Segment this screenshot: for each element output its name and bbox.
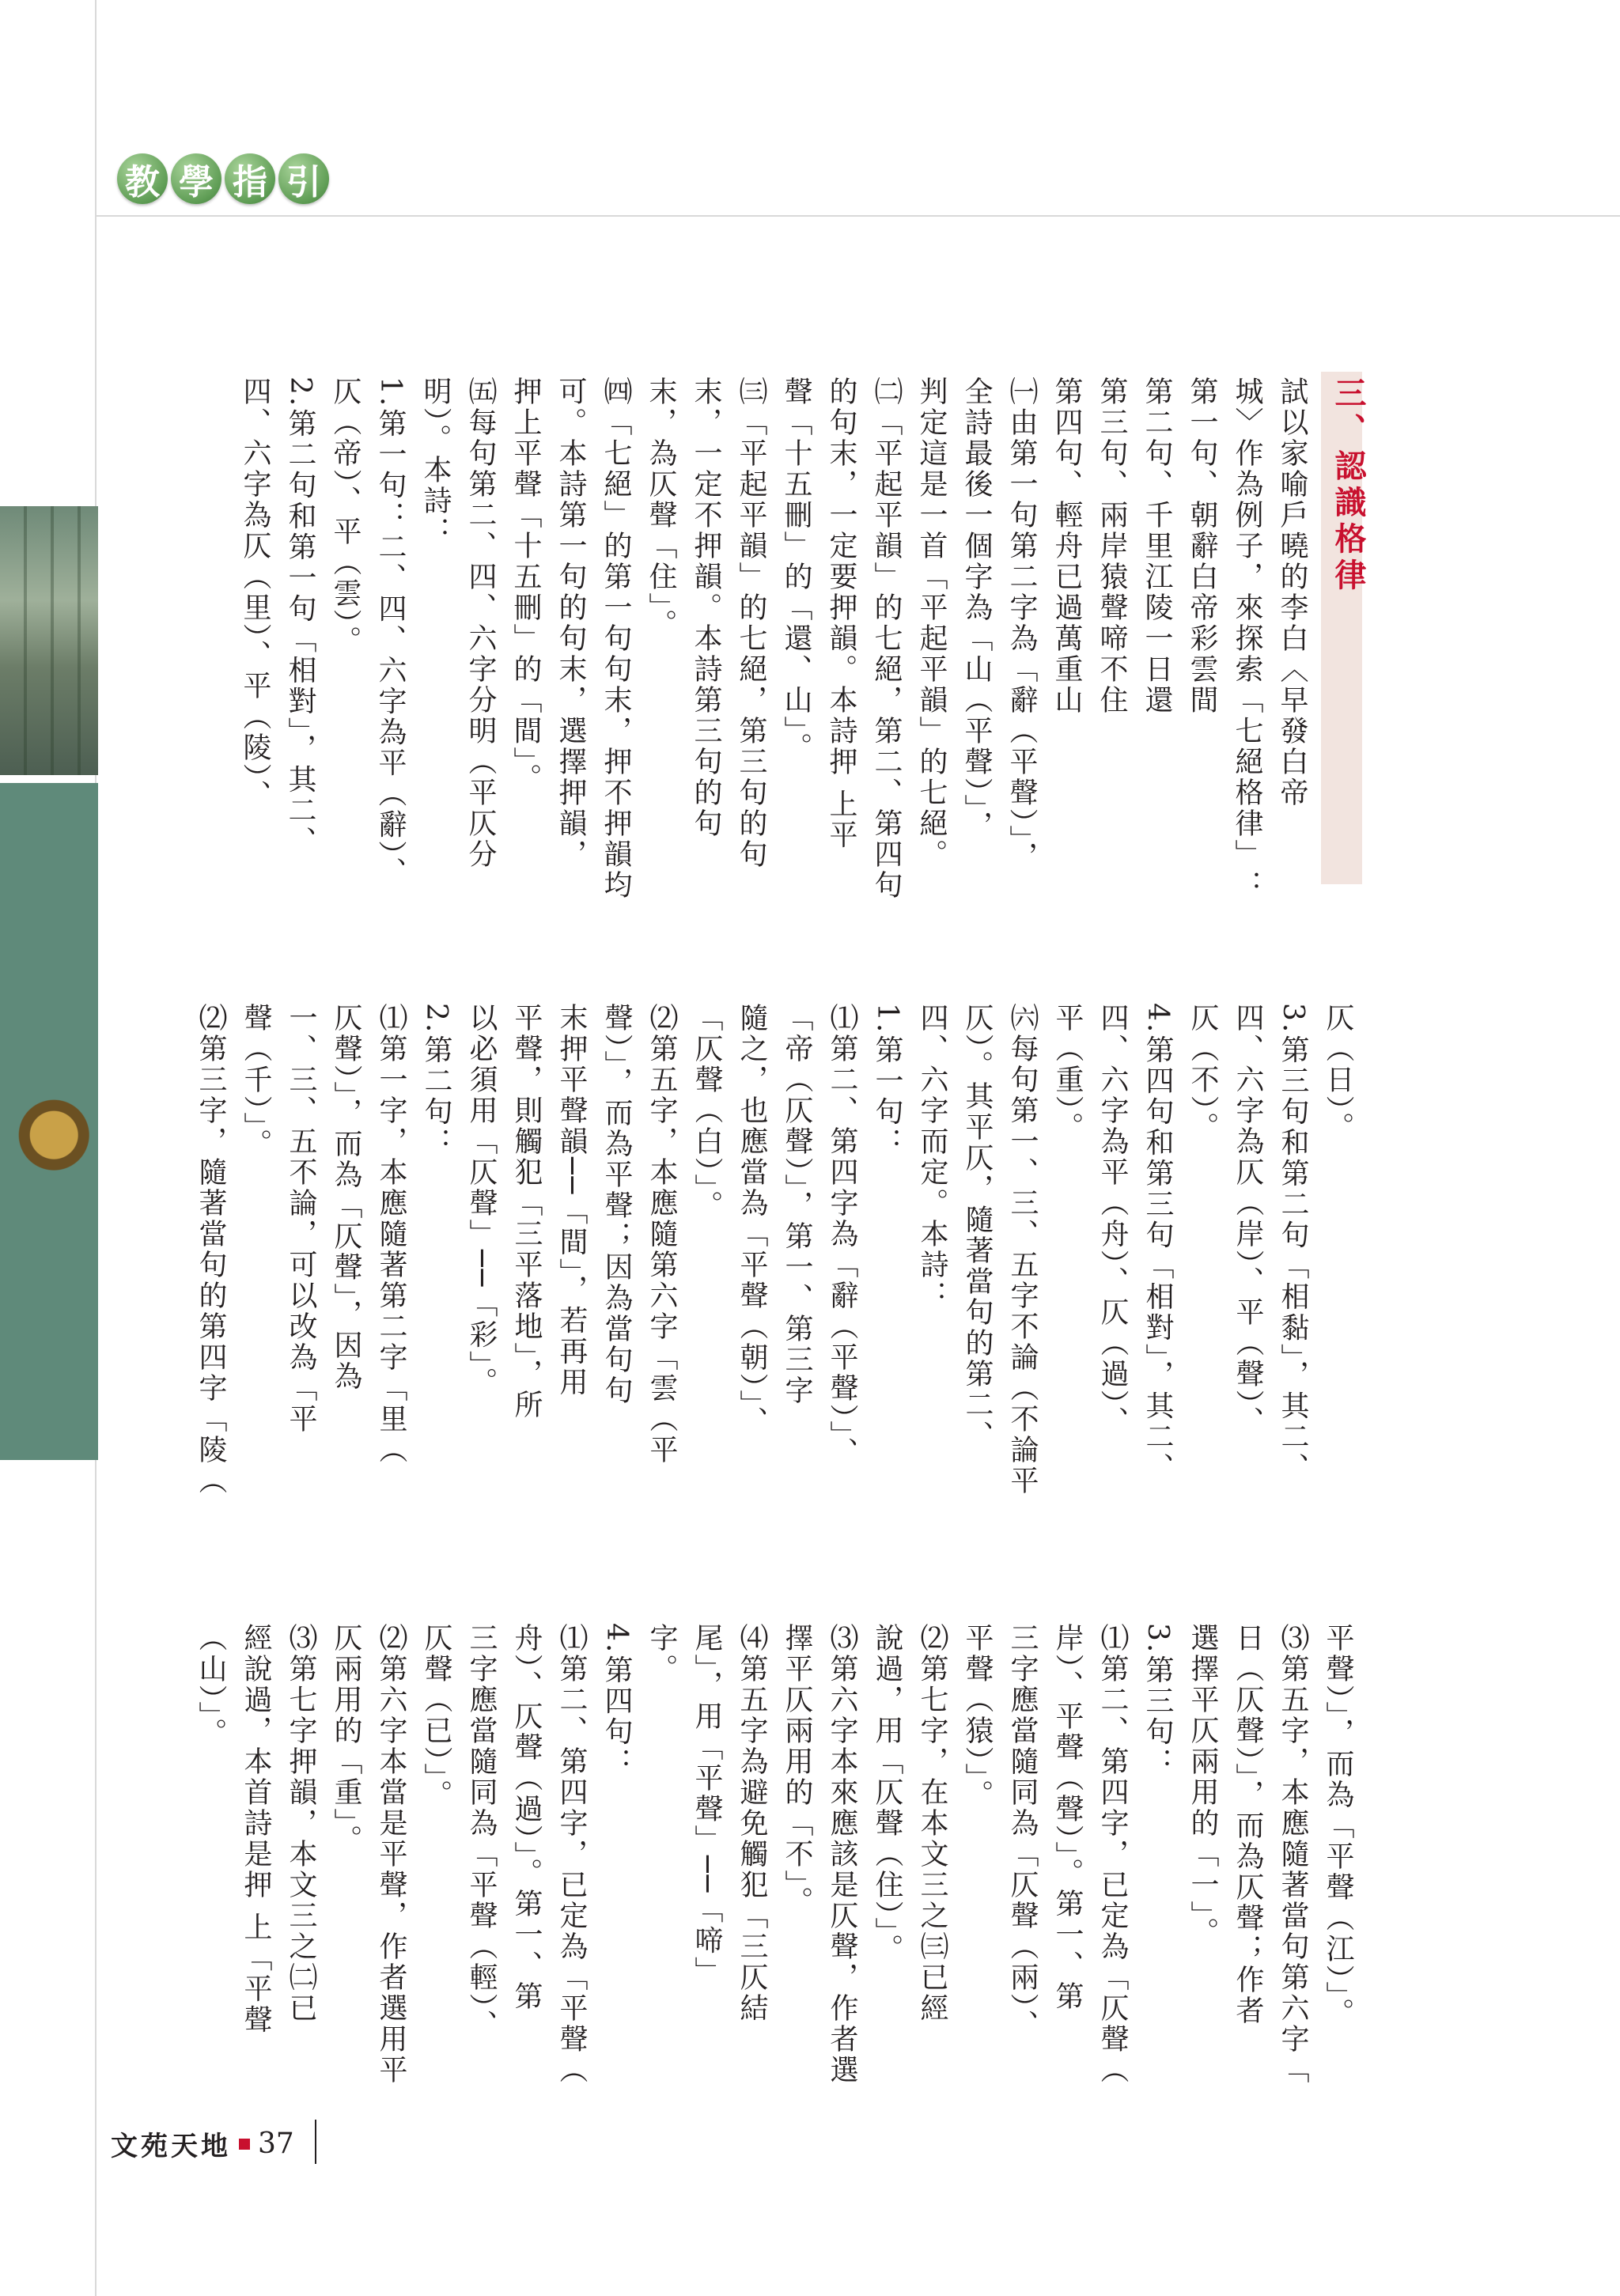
text-column: 岸）、平聲（聲）」。第一、第 <box>1051 1623 1084 2012</box>
text-column: 四、六字而定。本詩： <box>916 1003 948 1311</box>
text-column: 第三句、兩岸猿聲啼不住 <box>1096 376 1128 716</box>
badge-char: 引 <box>278 153 329 204</box>
badge-char: 教 <box>117 153 168 204</box>
text-column: ⑵第五字，本應隨第六字「雲（平 <box>645 1003 678 1466</box>
text-column: 平聲（猿）」。 <box>961 1623 994 1810</box>
text-column: 末，為仄聲「住」。 <box>645 376 677 640</box>
decorative-photo-bottom <box>0 783 98 1460</box>
text-column: 可。本詩第一句的句末，選擇押韻， <box>555 376 587 870</box>
text-column: 日（仄聲）」，而為仄聲；作者 <box>1232 1623 1264 2026</box>
text-column: 聲（千）」。 <box>240 1003 272 1159</box>
text-column: 1.第一句： <box>871 1003 903 1159</box>
text-column: 仄聲（已）」。 <box>420 1623 452 1810</box>
text-column: ⑷第五字為避免觸犯「三仄結 <box>736 1623 768 2024</box>
text-column: 2.第二句： <box>420 1003 452 1159</box>
text-column: 三字應當隨同為「仄聲（兩）、 <box>1006 1623 1039 2041</box>
text-column: 全詩最後一個字為「山（平聲）」， <box>960 376 993 842</box>
text-column: 「帝（仄聲）」，第一、第三字 <box>781 1003 813 1406</box>
text-column: 以必須用「仄聲」──「彩」。 <box>465 1003 498 1398</box>
text-column: 選擇平仄兩用的「一」。 <box>1187 1623 1219 1948</box>
header-rule <box>95 215 1620 217</box>
text-column: 試以家喻戶曉的李白〈早發白帝 <box>1276 376 1308 808</box>
text-column: ⑵第六字本當是平聲，作者選用平 <box>375 1623 407 2086</box>
text-column: ㈣「七絕」的第一句句末，押不押韻均 <box>600 376 632 901</box>
text-column: 的句末，一定要押韻。本詩押 上平 <box>825 376 857 851</box>
footer-dot <box>239 2139 250 2150</box>
text-column: 仄（日）。 <box>1322 1003 1354 1143</box>
text-column: 判定這是一首「平起平韻」的七絕。 <box>915 376 948 870</box>
text-column: （山）」。 <box>195 1623 227 1749</box>
text-column: 第四句、輕舟已過萬重山 <box>1050 376 1083 716</box>
text-column: 平（重）。 <box>1051 1003 1084 1143</box>
text-column: ⑴第二、第四字，已定為「仄聲（ <box>1096 1623 1129 2086</box>
text-column: 一、三、五不論，可以改為「平 <box>285 1003 317 1435</box>
text-column: 聲）」，而為平聲；因為當句句 <box>600 1003 633 1406</box>
badge-char: 指 <box>225 153 275 204</box>
text-column: ⑶第六字本來應該是仄聲，作者選 <box>826 1623 858 2086</box>
text-column: ⑵第七字，在本文三之㈢已經 <box>916 1623 948 2024</box>
text-column: 4.第四句： <box>600 1623 633 1779</box>
text-column: 城〉作為例子，來探索「七絕格律」： <box>1231 376 1263 901</box>
section-heading: 三、認識格律 <box>1330 376 1367 595</box>
text-column: ⑶第五字，本應隨著當句第六字「 <box>1277 1623 1309 2086</box>
text-column: 「仄聲（白）」。 <box>691 1003 723 1221</box>
text-column: ⑵第三字，隨著當句的第四字「陵（ <box>195 1003 227 1496</box>
text-column: 仄聲）」，而為「仄聲」，因為 <box>330 1003 362 1392</box>
text-column: 明）。本詩： <box>419 376 452 547</box>
text-column: 末，一定不押韻。本詩第三句的句 <box>690 376 722 839</box>
text-column: 四、六字為仄（里）、平（陵）、 <box>239 376 271 811</box>
text-column: ㈠由第一句第二字為「辭（平聲）」， <box>1005 376 1038 872</box>
text-column: 三字應當隨同為「平聲（輕）、 <box>465 1623 498 2041</box>
text-column: 平聲，則觸犯「三平落地」，所 <box>510 1003 543 1420</box>
text-column: 仄（帝）、平（雲）。 <box>329 376 361 656</box>
text-column: 3.第三句： <box>1141 1623 1174 1779</box>
footer-rule <box>315 2120 316 2164</box>
text-column: 末押平聲韻──「間」，若再用 <box>555 1003 588 1398</box>
text-column: 經說過，本首詩是押 上「平聲 <box>240 1623 272 2036</box>
page-footer <box>111 2124 294 2163</box>
text-column: ⑴第二、第四字，已定為「平聲（ <box>555 1623 588 2086</box>
magazine-title: 文苑天地 <box>111 2131 231 2162</box>
text-column: 字。 <box>645 1623 678 1685</box>
text-column: 3.第三句和第二句「相黏」，其二、 <box>1277 1003 1309 1484</box>
text-column: 說過，用「仄聲（住）」。 <box>871 1623 903 1965</box>
page-number: 37 <box>258 2128 294 2160</box>
text-column: 仄）。其平仄，隨著當句的第二、 <box>961 1003 994 1451</box>
text-column: 尾」，用「平聲」──「啼」 <box>691 1623 723 1988</box>
text-column: ㈢「平起平韻」的七絕，第三句的句 <box>735 376 767 870</box>
text-column: ㈤每句第二、四、六字分明（平仄分 <box>464 376 497 870</box>
text-column: 聲「十五刪」的「還、山」。 <box>780 376 812 763</box>
text-column: ⑴第一字，本應隨著第二字「里（ <box>375 1003 407 1466</box>
text-column: 舟）、仄聲（過）」。第一、第 <box>510 1623 543 2012</box>
text-column: ⑴第二、第四字為「辭（平聲）」、 <box>826 1003 858 1468</box>
decorative-photo-top <box>0 506 98 775</box>
text-column: 仄（不）。 <box>1187 1003 1219 1143</box>
text-column: 平聲）」，而為「平聲（江）」。 <box>1322 1623 1354 2029</box>
text-column: ⑶第七字押韻，本文三之㈡已 <box>285 1623 317 2024</box>
text-column: 押上平聲「十五刪」的「間」。 <box>509 376 542 794</box>
text-column: ㈡「平起平韻」的七絕，第二、第四句 <box>870 376 903 901</box>
text-column: 擇平仄兩用的「不」。 <box>781 1623 813 1917</box>
text-column: 第一句、朝辭白帝彩雲間 <box>1186 376 1218 716</box>
text-column: ㈥每句第一、三、五字不論（不論平 <box>1006 1003 1039 1496</box>
text-column: 1.第一句：二、四、六字為平（辭）、 <box>374 376 407 888</box>
section-badge <box>117 153 329 204</box>
text-column: 四、六字為仄（岸）、平（聲）、 <box>1232 1003 1264 1437</box>
text-column: 仄兩用的「重」。 <box>330 1623 362 1855</box>
text-column: 4.第四句和第三句「相對」，其二、 <box>1141 1003 1174 1484</box>
text-column: 第二句、千里江陵一日還 <box>1141 376 1173 716</box>
text-column: 2.第二句和第一句「相對」，其二、 <box>284 376 316 857</box>
text-column: 四、六字為平（舟）、仄（過）、 <box>1096 1003 1129 1437</box>
text-column: 隨之，也應當為「平聲（朝）」、 <box>736 1003 768 1437</box>
badge-char: 學 <box>171 153 221 204</box>
